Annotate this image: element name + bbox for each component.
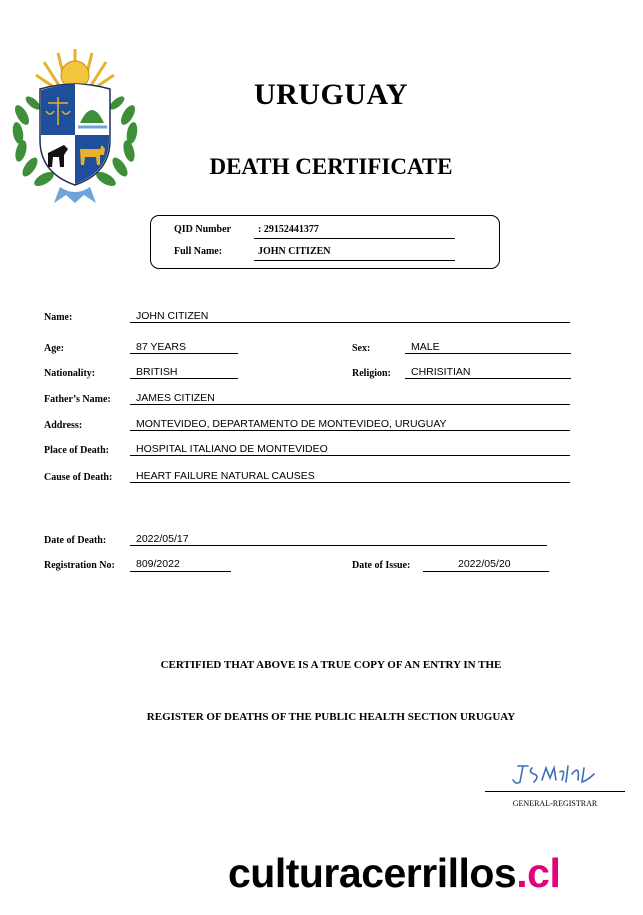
address-label: Address: (44, 420, 83, 431)
nationality-underline (130, 378, 238, 379)
cause-of-death-label: Cause of Death: (44, 472, 113, 483)
fathers-name-label: Father’s Name: (44, 394, 111, 405)
date-of-issue-value: 2022/05/20 (458, 558, 511, 570)
registration-no-underline (130, 571, 231, 572)
full-name-label: Full Name: (174, 246, 223, 257)
qid-underline (254, 238, 455, 239)
nationality-value: BRITISH (136, 366, 178, 378)
date-of-issue-label: Date of Issue: (352, 560, 411, 571)
date-of-death-label: Date of Death: (44, 535, 107, 546)
certification-line-1: CERTIFIED THAT ABOVE IS A TRUE COPY OF AN ENTRY IN THE (160, 659, 502, 671)
religion-value: CHRISITIAN (411, 366, 471, 378)
watermark-tld: cl (527, 850, 561, 896)
date-of-death-underline (130, 545, 547, 546)
qid-label: QID Number (174, 224, 231, 235)
place-of-death-value: HOSPITAL ITALIANO DE MONTEVIDEO (136, 443, 328, 455)
document-title: DEATH CERTIFICATE (209, 154, 453, 179)
address-value: MONTEVIDEO, DEPARTAMENTO DE MONTEVIDEO, URUGUAY (136, 418, 447, 430)
name-label: Name: (44, 312, 73, 323)
certification-line-2: REGISTER OF DEATHS OF THE PUBLIC HEALTH SECTION URUGUAY (146, 711, 516, 723)
place-of-death-label: Place of Death: (44, 445, 109, 456)
cause-of-death-underline (130, 482, 570, 483)
watermark-name: culturacerrillos (228, 850, 517, 896)
signature-icon (510, 760, 596, 788)
signature-line (485, 791, 625, 792)
sex-label: Sex: (352, 343, 371, 354)
country-title: URUGUAY (253, 78, 409, 111)
nationality-label: Nationality: (44, 368, 96, 379)
fathers-name-value: JAMES CITIZEN (136, 392, 215, 404)
cause-of-death-value: HEART FAILURE NATURAL CAUSES (136, 470, 315, 482)
sex-underline (405, 353, 571, 354)
religion-underline (405, 378, 571, 379)
registration-no-value: 809/2022 (136, 558, 180, 570)
address-underline (130, 430, 570, 431)
name-value: JOHN CITIZEN (136, 310, 209, 322)
coat-of-arms-icon (8, 45, 142, 207)
age-underline (130, 353, 238, 354)
registrar-title: GENERAL-REGISTRAR (512, 799, 598, 808)
fathers-name-underline (130, 404, 570, 405)
watermark-dot: . (516, 850, 528, 896)
age-label: Age: (44, 343, 64, 354)
qid-value: : 29152441377 (258, 224, 319, 235)
date-of-death-value: 2022/05/17 (136, 533, 189, 545)
watermark-brand (228, 850, 560, 897)
religion-label: Religion: (352, 368, 391, 379)
registration-no-label: Registration No: (44, 560, 115, 571)
age-value: 87 YEARS (136, 341, 187, 353)
place-of-death-underline (130, 455, 570, 456)
full-name-value: JOHN CITIZEN (258, 246, 331, 257)
full-name-underline (254, 260, 455, 261)
date-of-issue-underline (423, 571, 549, 572)
sex-value: MALE (411, 341, 440, 353)
name-underline (130, 322, 570, 323)
